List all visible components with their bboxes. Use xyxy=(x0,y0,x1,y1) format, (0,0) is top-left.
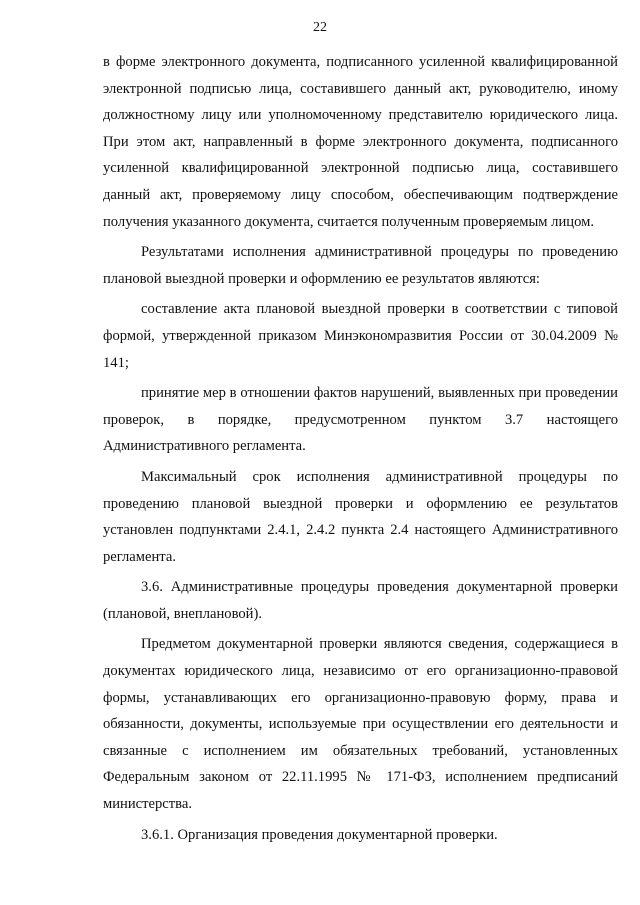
paragraph-results-intro: Результатами исполнения административной процедуры по проведению плановой выездной проверки и оформлению ее результатов являются: xyxy=(103,244,618,287)
paragraph-max-duration: Максимальный срок исполнения административной процедуры по проведению плановой выездной проверки и оформлению ее результатов установлен подпунктами 2.4.1, 2.4.2 пункта 2.4 настоящего Административного регламента. xyxy=(103,468,618,565)
section-heading-3-6: 3.6. Административные процедуры проведения документарной проверки (плановой, внеплановой). xyxy=(103,579,618,622)
paragraph-result-measures: принятие мер в отношении фактов нарушений, выявленных при проведении проверок, в порядке, предусмотренном пунктом 3.7 настоящего Административного регламента. xyxy=(103,385,618,455)
page-number: 22 xyxy=(313,20,327,35)
paragraph-subject: Предметом документарной проверки являются сведения, содержащиеся в документах юридического лица, независимо от его организационно-правовой формы, устанавливающих его организационно-правовую форму, права и обязанности, документы, используемые при осуществлении его деятельности и связанные с исполнением им обязательных требований, установленных Федеральным законом от 22.11.1995 № 171-ФЗ, исполнением предписаний министерства. xyxy=(103,636,618,813)
paragraph-result-act: составление акта плановой выездной проверки в соответствии с типовой формой, утвержденной приказом Минэкономразвития России от 30.04.2009 № 141; xyxy=(103,301,618,371)
document-body xyxy=(103,49,618,848)
section-heading-3-6-1: 3.6.1. Организация проведения документарной проверки. xyxy=(141,826,498,843)
paragraph-act-delivery: в форме электронного документа, подписанного усиленной квалифицированной электронной подписью лица, составившего данный акт, руководителю, иному должностному лицу или уполномоченному представителю юридического лица. При этом акт, направленный в форме электронного документа, подписанного усиленной квалифицированной электронной подписью лица, составившего данный акт, проверяемому лицу способом, обеспечивающим подтверждение получения указанного документа, считается полученным проверяемым лицом. xyxy=(103,54,618,230)
